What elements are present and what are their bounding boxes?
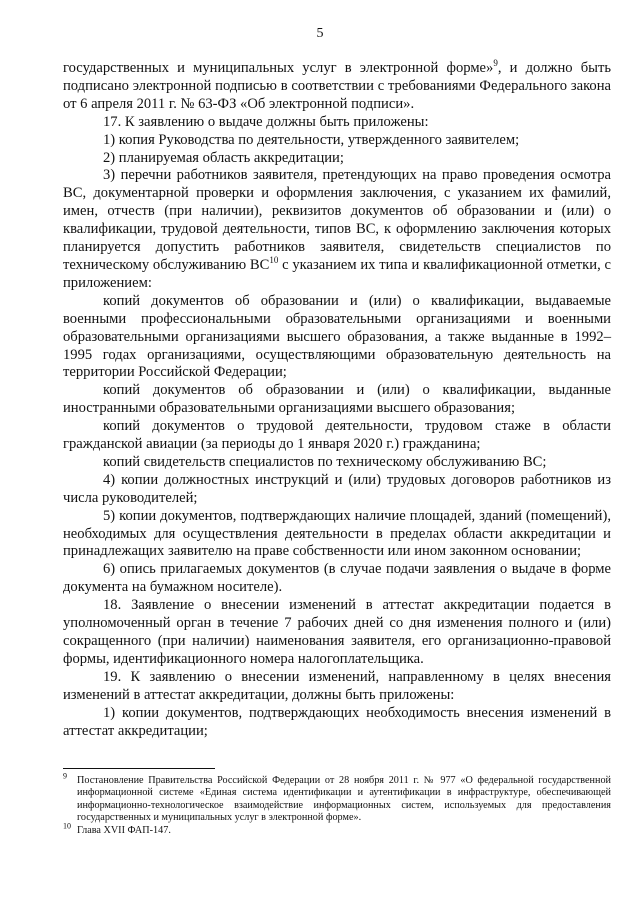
footnote <box>63 771 611 824</box>
page-number: 5 <box>316 26 324 41</box>
paragraph-continuation: государственных и муниципальных услуг в электронной форме»$^9$, и должно быть подписано электронной подписью в соответствии с требованиями Федерального закона от 6 апреля 2011 г. № 63-ФЗ «Об электронной подписи». <box>63 58 611 112</box>
footnote-mark: 9 <box>63 771 67 781</box>
sub-list-item: копий документов об образовании и (или) о квалификации, выдаваемые военными профессиональными образовательными организациями и военными образовательными организациями высшего образования, а также выданные в 1992–1995 годах организациями, осуществляющими образовательную деятельность на территории Российской Федерации; <box>63 292 611 381</box>
document-body <box>63 60 611 740</box>
footnote-separator <box>63 768 215 769</box>
list-item: 1) копии документов, подтверждающих необходимость внесения изменений в аттестат аккредитации; <box>63 704 611 739</box>
sub-list-item: копий свидетельств специалистов по техническому обслуживанию ВС; <box>103 453 547 470</box>
sub-list-item: копий документов о трудовой деятельности, трудовом стаже в области гражданской авиации (за периоды до 1 января 2020 г.) гражданина; <box>63 418 611 453</box>
list-item: 4) копии должностных инструкций и (или) трудовых договоров работников из числа руководителей; <box>63 471 611 506</box>
footnote-text: Постановление Правительства Российской Федерации от 28 ноября 2011 г. № 977 «О федеральной государственной информационной системе «Единая система идентификации и аутентификации в инфраструктуре, обеспечивающей информационно-технологическое взаимодействие информационных систем, используемых для предоставления государственных и муниципальных услуг в электронной форме». <box>77 775 611 823</box>
footnote-reference: 9 <box>493 58 498 69</box>
list-item: 5) копии документов, подтверждающих наличие площадей, зданий (помещений), необходимых для осуществления деятельности в пределах области аккредитации и принадлежащих заявителю на праве собственности или ином законном основании; <box>63 507 611 560</box>
sub-list-item: копий документов об образовании и (или) о квалификации, выданные иностранными образовательными организациями высшего образования; <box>63 382 611 417</box>
list-item: 2) планируемая область аккредитации; <box>103 149 344 166</box>
paragraph-17: 17. К заявлению о выдаче должны быть приложены: <box>103 113 429 130</box>
paragraph-18: 18. Заявление о внесении изменений в аттестат аккредитации подается в уполномоченный орган в течение 7 рабочих дней со дня изменения полного и (или) сокращенного (при наличии) наименования заявителя, его организационно-правовой формы, идентификационного номера налогоплательщика. <box>63 597 611 667</box>
footnote-reference: 10 <box>269 255 279 266</box>
paragraph-19: 19. К заявлению о внесении изменений, направленному в целях внесения изменений в аттестат аккредитации, должны быть приложены: <box>63 668 611 703</box>
list-item: 1) копия Руководства по деятельности, утвержденного заявителем; <box>103 131 520 148</box>
footnote-mark: 10 <box>63 821 71 831</box>
footnote <box>63 821 611 837</box>
list-item: 6) опись прилагаемых документов (в случае подачи заявления о выдаче в форме документа на бумажном носителе). <box>63 561 611 596</box>
list-item: 3) перечни работников заявителя, претендующих на право проведения осмотра ВС, документарной проверки и оформления заключения, с указанием их фамилий, имен, отчеств (при наличии), реквизитов документов об образовании и (или) о квалификации, трудовой деятельности, типов ВС, к оформлению заключения которых планируется допустить работников заявителя, свидетельств специалистов по техническому обслуживанию ВС$^{10}$ с указанием их типа и квалификационной отметки, с приложением: <box>63 167 611 291</box>
footnotes <box>63 771 611 838</box>
footnote-text: Глава XVII ФАП-147. <box>77 825 171 837</box>
